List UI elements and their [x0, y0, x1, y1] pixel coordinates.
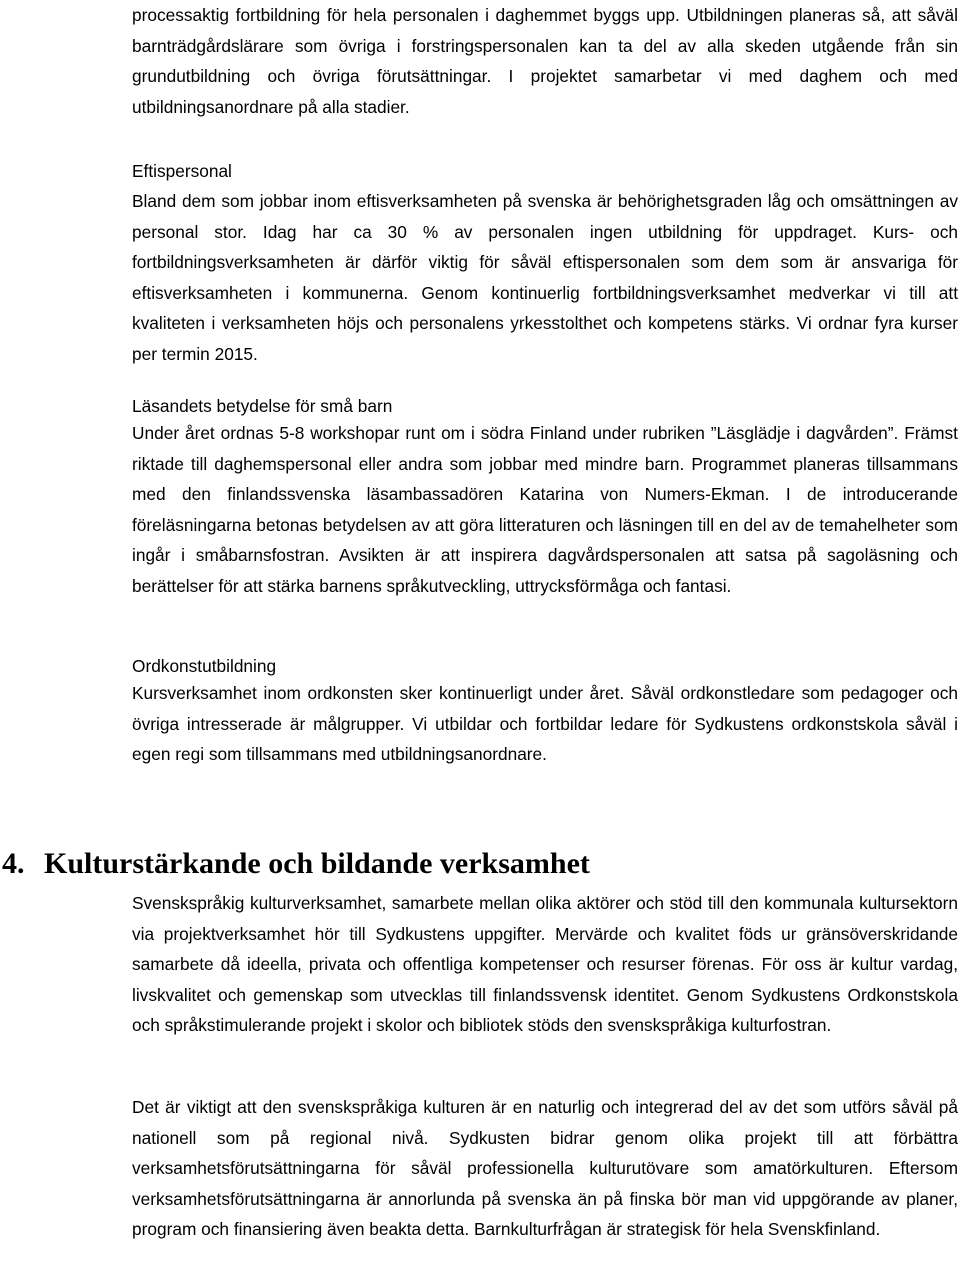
eftis-paragraph: Bland dem som jobbar inom eftisverksamheten på svenska är behörighetsgraden låg och omsättningen av personal stor. Idag har ca 30 % av personalen ingen utbildning för uppdraget. Kurs- och fortbildningsverksamheten är därför viktig för såväl eftispersonalen som dem som är ansvariga för eftisverksamheten i kommunerna. Genom kontinuerlig fortbildningsverksamhet medverkar vi till att kvaliteten i verksamheten höjs och personalens yrkesstolthet och kompetens stärks. Vi ordnar fyra kurser per termin 2015.: [132, 191, 958, 364]
intro-paragraph: processaktig fortbildning för hela personalen i daghemmet byggs upp. Utbildningen planeras så, att såväl barnträdgårdslärare som övriga i forstringspersonalen kan ta del av alla skeden utgående från sin grundutbildning och övriga förutsättningar. I projektet samarbetar vi med daghem och med utbildningsanordnare på alla stadier.: [132, 5, 958, 117]
section-4-heading: [2, 842, 590, 886]
lasandets-paragraph: Under året ordnas 5-8 workshopar runt om i södra Finland under rubriken ”Läsglädje i dagvården”. Främst riktade till daghemspersonal eller andra som jobbar med mindre barn. Programmet planeras tillsammans med den finlandssvenska läsambassadören Katarina von Numers-Ekman. I de introducerande föreläsningarna betonas betydelsen av att göra litteraturen och läsningen till en del av de temahelheter som ingår i småbarnsfostran. Avsikten är att inspirera dagvårdspersonalen att satsa på sagoläsning och berättelser för att stärka barnens språkutveckling, uttrycksförmåga och fantasi.: [132, 423, 958, 596]
section-number: 4.: [2, 847, 25, 880]
section-4-paragraph-2: Det är viktigt att den svenskspråkiga kulturen är en naturlig och integrerad del av det som utförs såväl på nationell som på regional nivå. Sydkusten bidrar genom olika projekt till att förbättra verksamhetsförutsättningarna för såväl professionella kulturutövare som amatörkulturen. Eftersom verksamhetsförutsättningarna är annorlunda på svenska än på finska bör man vid uppgörande av planer, program och finansiering även beakta detta. Barnkulturfrågan är strategisk för hela Svenskfinland.: [132, 1097, 958, 1239]
section-4-paragraph-1: Svenskspråkig kulturverksamhet, samarbete mellan olika aktörer och stöd till den kommunala kultursektorn via projektverksamhet hör till Sydkustens uppgifter. Mervärde och kvalitet föds ur gränsöverskridande samarbete då ideella, privata och offentliga kompetenser och resurser förenas. För oss är kultur vardag, livskvalitet och gemenskap som utvecklas till finlandssvensk identitet. Genom Sydkustens Ordkonstskola och språkstimulerande projekt i skolor och bibliotek stöds den svenskspråkiga kulturfostran.: [132, 893, 958, 1035]
ordkonst-paragraph: Kursverksamhet inom ordkonsten sker kontinuerligt under året. Såväl ordkonstledare som pedagoger och övriga intresserade är målgrupper. Vi utbildar och fortbildar ledare för Sydkustens ordkonstskola såväl i egen regi som tillsammans med utbildningsanordnare.: [132, 683, 958, 764]
lasandets-heading: Läsandets betydelse för små barn: [132, 396, 393, 416]
section-title: Kulturstärkande och bildande verksamhet: [44, 847, 590, 880]
ordkonst-heading: Ordkonstutbildning: [132, 656, 277, 676]
eftis-heading: Eftispersonal: [132, 161, 232, 181]
